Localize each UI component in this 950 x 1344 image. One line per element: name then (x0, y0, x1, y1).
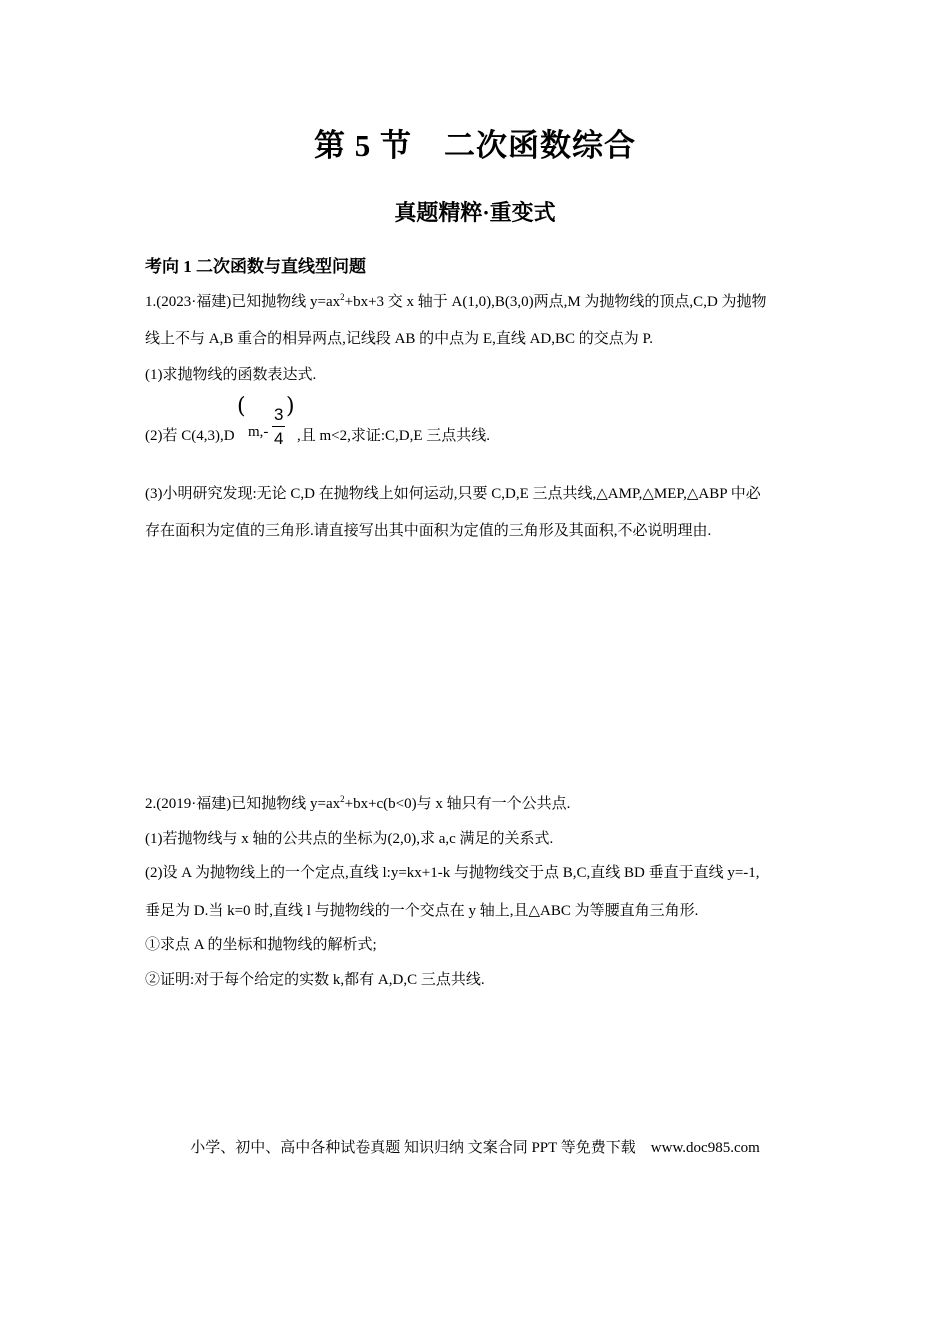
problem2-subquestion1: ①求点 A 的坐标和抛物线的解析式; (145, 937, 377, 953)
left-paren: ( (237, 394, 246, 419)
fraction-bar (272, 426, 285, 427)
problem1-question2-end: ,且 m<2,求证:C,D,E 三点共线. (297, 428, 491, 444)
problem1-question2-start: (2)若 C(4,3),D (145, 428, 235, 444)
problem1-question1: (1)求抛物线的函数表达式. (145, 367, 317, 383)
right-paren: ) (286, 394, 295, 419)
problem1-line1-text-a: 1.(2023·福建)已知抛物线 y=ax (145, 294, 341, 310)
problem1-line1-text-b: +bx+3 交 x 轴于 A(1,0),B(3,0)两点,M 为抛物线的顶点,C,D 为抛物 (344, 294, 767, 310)
page-subtitle: 真题精粹·重变式 (394, 200, 556, 225)
problem1-question3-line1: (3)小明研究发现:无论 C,D 在抛物线上如何运动,只要 C,D,E 三点共线,△AMP,△MEP,△ABP 中必 (145, 486, 761, 502)
problem1-line2: 线上不与 A,B 重合的相异两点,记线段 AB 的中点为 E,直线 AD,BC 的交点为 P. (145, 331, 653, 347)
problem2-question2-line2: 垂足为 D.当 k=0 时,直线 l 与抛物线的一个交点在 y 轴上,且△ABC 为等腰直角三角形. (145, 903, 699, 919)
section-heading: 考向 1 二次函数与直线型问题 (145, 257, 366, 276)
fraction-denominator: 4 (274, 429, 284, 448)
fraction-numerator: 3 (274, 405, 284, 424)
problem1-question3-line2: 存在面积为定值的三角形.请直接写出其中面积为定值的三角形及其面积,不必说明理由. (145, 523, 712, 539)
problem1-line1 (145, 290, 767, 311)
problem2-subquestion2: ②证明:对于每个给定的实数 k,都有 A,D,C 三点共线. (145, 972, 485, 988)
problem1-question2-m: m,- (248, 424, 269, 440)
problem2-line1 (145, 792, 570, 813)
problem2-exponent: 2 (340, 794, 345, 804)
page-footer: 小学、初中、高中各种试卷真题 知识归纳 文案合同 PPT 等免费下载 www.doc985.com (190, 1140, 760, 1156)
page-title: 第 5 节 二次函数综合 (314, 128, 636, 163)
problem2-question2-line1: (2)设 A 为抛物线上的一个定点,直线 l:y=kx+1-k 与抛物线交于点 B,C,直线 BD 垂直于直线 y=-1, (145, 865, 760, 881)
problem2-line1-text-a: 2.(2019·福建)已知抛物线 y=ax (145, 796, 341, 812)
problem2-question1: (1)若抛物线与 x 轴的公共点的坐标为(2,0),求 a,c 满足的关系式. (145, 831, 554, 847)
problem2-line1-text-b: +bx+c(b<0)与 x 轴只有一个公共点. (344, 796, 571, 812)
problem1-exponent: 2 (340, 292, 345, 302)
